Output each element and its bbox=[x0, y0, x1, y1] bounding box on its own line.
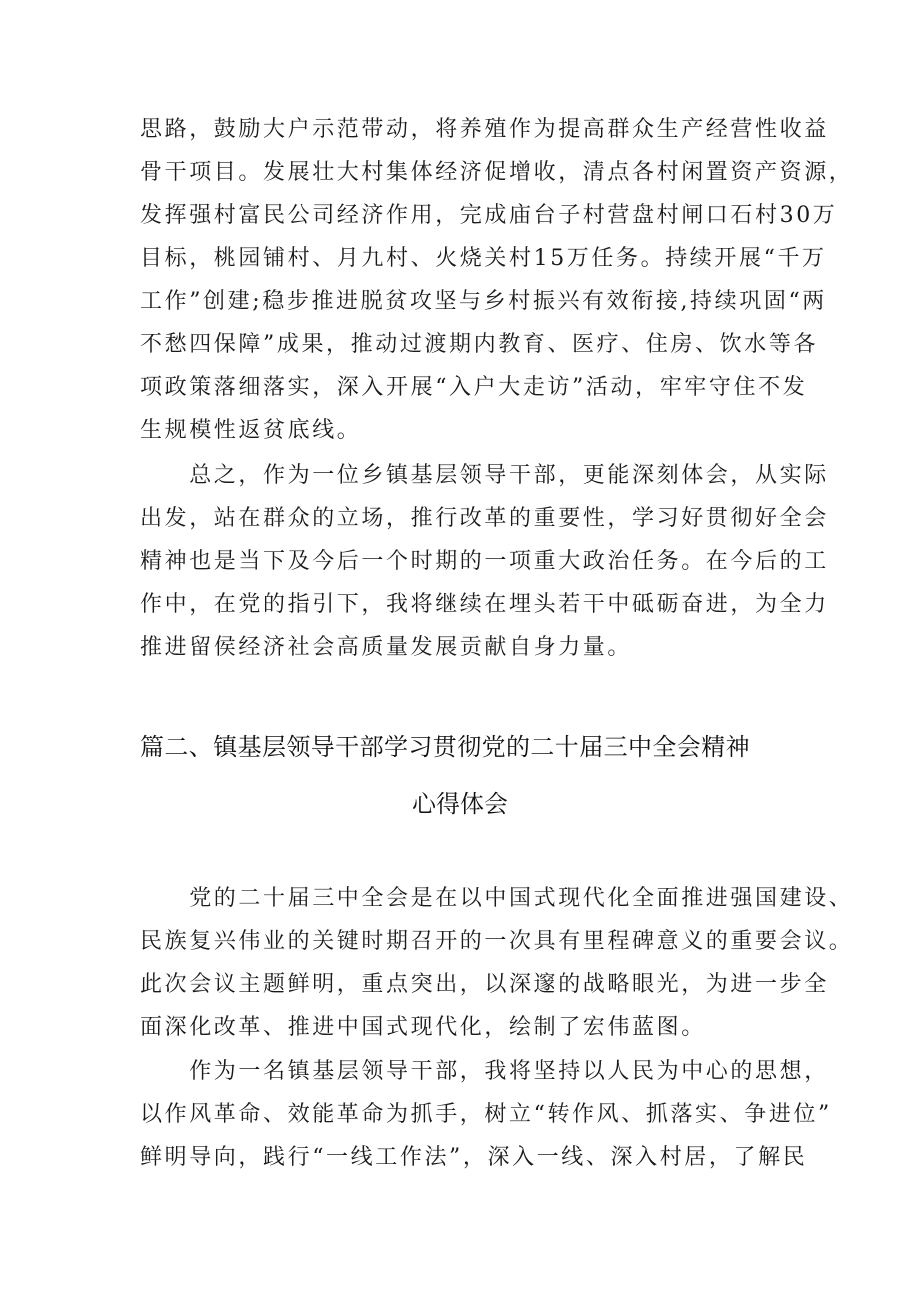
section-title-line: 篇二、镇基层领导干部学习贯彻党的二十届三中全会精神 bbox=[140, 733, 750, 761]
section-title bbox=[0, 732, 920, 762]
text-line: 面深化改革、推进中国式现代化，绘制了宏伟蓝图。 bbox=[140, 1015, 706, 1040]
text-line: 不愁四保障”成果，推动过渡期内教育、医疗、住房、饮水等各 bbox=[140, 332, 819, 357]
section-subtitle bbox=[0, 789, 920, 819]
text-line: 作为一名镇基层领导干部，我将坚持以人民为中心的思想， bbox=[140, 1059, 829, 1084]
text-line: 民族复兴伟业的关键时期召开的一次具有里程碑意义的重要会议。 bbox=[140, 929, 854, 954]
body-paragraph bbox=[140, 454, 829, 669]
section-title-line: 心得体会 bbox=[412, 790, 508, 818]
body-paragraph bbox=[140, 1050, 832, 1179]
text-line: 项政策落细落实，深入开展“入户大走访”活动，牢牢守住不发 bbox=[140, 375, 808, 400]
text-line: 鲜明导向，践行“一线工作法”，深入一线、深入村居，了解民 bbox=[140, 1145, 808, 1170]
text-line: 出发，站在群众的立场，推行改革的重要性，学习好贯彻好全会 bbox=[140, 506, 829, 531]
text-line: 党的二十届三中全会是在以中国式现代化全面推进强国建设、 bbox=[140, 886, 854, 911]
text-line: 推进留侯经济社会高质量发展贡献自身力量。 bbox=[140, 635, 633, 660]
text-line: 骨干项目。发展壮大村集体经济促增收，清点各村闲置资产资源， bbox=[140, 160, 854, 185]
text-line: 发挥强村富民公司经济作用，完成庙台子村营盘村闸口石村30万 bbox=[140, 203, 838, 228]
text-line: 工作”创建;稳步推进脱贫攻坚与乡村振兴有效衔接,持续巩固“两 bbox=[140, 289, 827, 314]
body-paragraph bbox=[140, 108, 854, 452]
text-line: 作中，在党的指引下，我将继续在埋头若干中砥砺奋进，为全力 bbox=[140, 592, 829, 617]
text-line: 思路，鼓励大户示范带动，将养殖作为提高群众生产经营性收益 bbox=[140, 117, 829, 142]
text-line: 此次会议主题鲜明，重点突出，以深邃的战略眼光，为进一步全 bbox=[140, 972, 829, 997]
text-line: 精神也是当下及今后一个时期的一项重大政治任务。在今后的工 bbox=[140, 549, 829, 574]
text-line: 生规模性返贫底线。 bbox=[140, 418, 362, 443]
body-paragraph bbox=[140, 877, 854, 1049]
text-line: 目标，桃园铺村、月九村、火烧关村15万任务。持续开展“千万 bbox=[140, 246, 827, 271]
text-line: 总之，作为一位乡镇基层领导干部，更能深刻体会，从实际 bbox=[140, 463, 829, 488]
text-line: 以作风革命、效能革命为抓手，树立“转作风、抓落实、争进位” bbox=[140, 1102, 832, 1127]
